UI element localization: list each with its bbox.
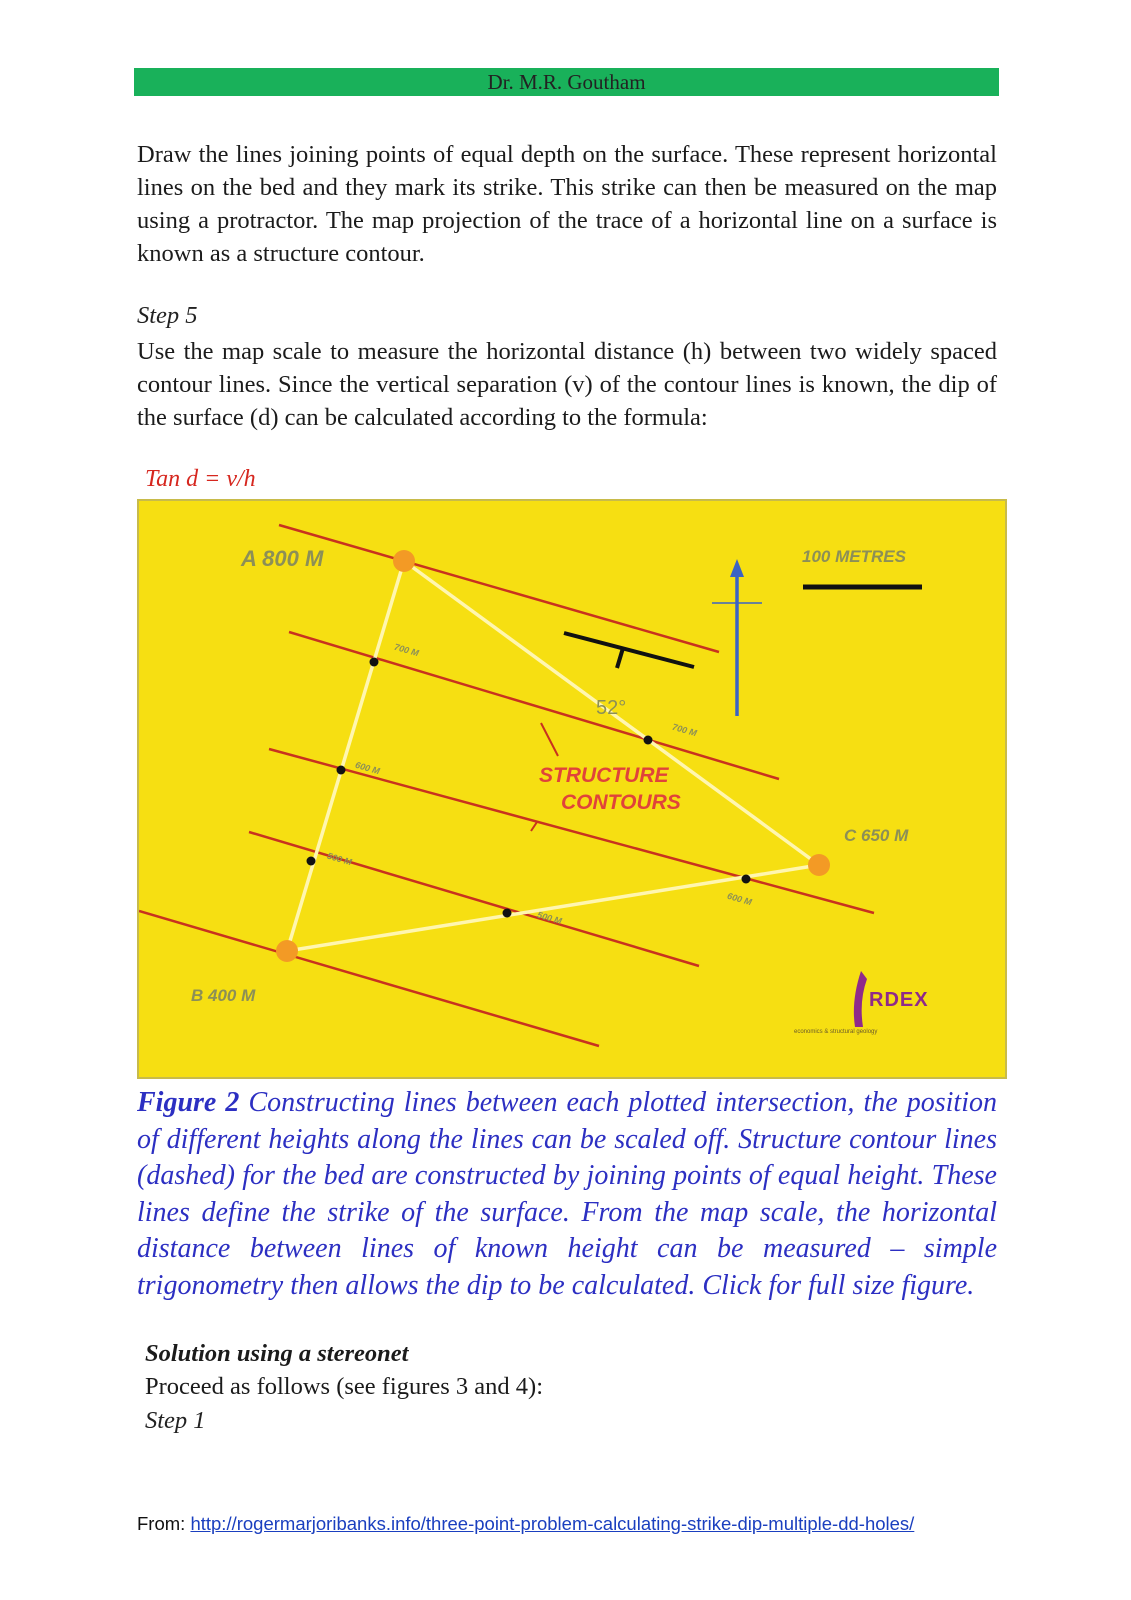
- contour-line-400: [139, 911, 599, 1046]
- contours-label: CONTOURS: [561, 791, 681, 814]
- contour-line-700: [289, 632, 779, 779]
- paragraph-structure-contour: Draw the lines joining points of equal depth on the surface. These represent horizontal lines on the bed and they mark its strike. This strike can then be measured on the map using a protractor. The map projection of the trace of a horizontal line on a surface is known as a structure contour.: [137, 141, 997, 267]
- point-c-marker: [808, 854, 830, 876]
- footer-prefix: From:: [137, 1513, 191, 1534]
- source-footer: [137, 1513, 914, 1535]
- logo-text: RDEX: [869, 989, 929, 1011]
- caption-figure-label: Figure 2: [137, 1087, 240, 1118]
- north-arrow-icon: [712, 559, 762, 716]
- figure-caption[interactable]: [137, 1085, 997, 1304]
- step5-label: Step 5: [137, 302, 198, 329]
- rdex-logo-icon: [854, 971, 867, 1027]
- source-link[interactable]: http://rogermarjoribanks.info/three-point-problem-calculating-strike-dip-multiple-dd-holes/: [190, 1513, 915, 1534]
- point-b-marker: [276, 940, 298, 962]
- author-name: Dr. M.R. Goutham: [487, 69, 646, 94]
- point-c-label: C 650 M: [844, 826, 909, 845]
- contour-600-right-label: 600 M: [726, 890, 753, 908]
- contour-700-left-label: 700 M: [393, 641, 420, 659]
- contour-600-left-label: 600 M: [354, 759, 381, 777]
- point-a-marker: [393, 550, 415, 572]
- step1-label: Step 1: [145, 1407, 206, 1434]
- contour-700-right-label: 700 M: [671, 721, 698, 739]
- contour-500-left-label: 500 M: [326, 850, 353, 868]
- structure-label: STRUCTURE: [539, 764, 669, 787]
- solution-heading: Solution using a stereonet: [145, 1340, 409, 1367]
- solution-text: Proceed as follows (see figures 3 and 4):: [145, 1373, 544, 1400]
- intersection-dots: [307, 658, 751, 918]
- triangle-abc: [287, 561, 819, 951]
- figure-2-map[interactable]: [137, 499, 1007, 1079]
- paragraph-dip-calculation: Use the map scale to measure the horizontal distance (h) between two widely spaced contour lines. Since the vertical separation (v) of the contour lines is known, the dip of the surface (d) can be calculated according to the formula:: [137, 338, 997, 431]
- contour-500-bottom-label: 500 M: [536, 909, 563, 927]
- dip-angle-label: 52°: [596, 697, 627, 719]
- scale-label: 100 METRES: [802, 547, 906, 566]
- logo-tagline: economics & structural geology: [794, 1029, 878, 1035]
- dip-formula: Tan d = v/h: [145, 466, 256, 492]
- point-b-label: B 400 M: [191, 986, 256, 1005]
- contour-line-800: [279, 525, 719, 652]
- point-a-label: A 800 M: [241, 546, 324, 571]
- header-bar: [134, 68, 999, 96]
- caption-text: Constructing lines between each plotted intersection, the position of different heights along the lines can be scaled off. Structure contour lines (dashed) for the bed are constructed by joining points of equal height. These lines define the strike of the surface. From the map scale, the horizontal distance between lines of known height can be measured – simple trigonometry then allows the dip to be calculated. Click for full size figure.: [137, 1087, 997, 1301]
